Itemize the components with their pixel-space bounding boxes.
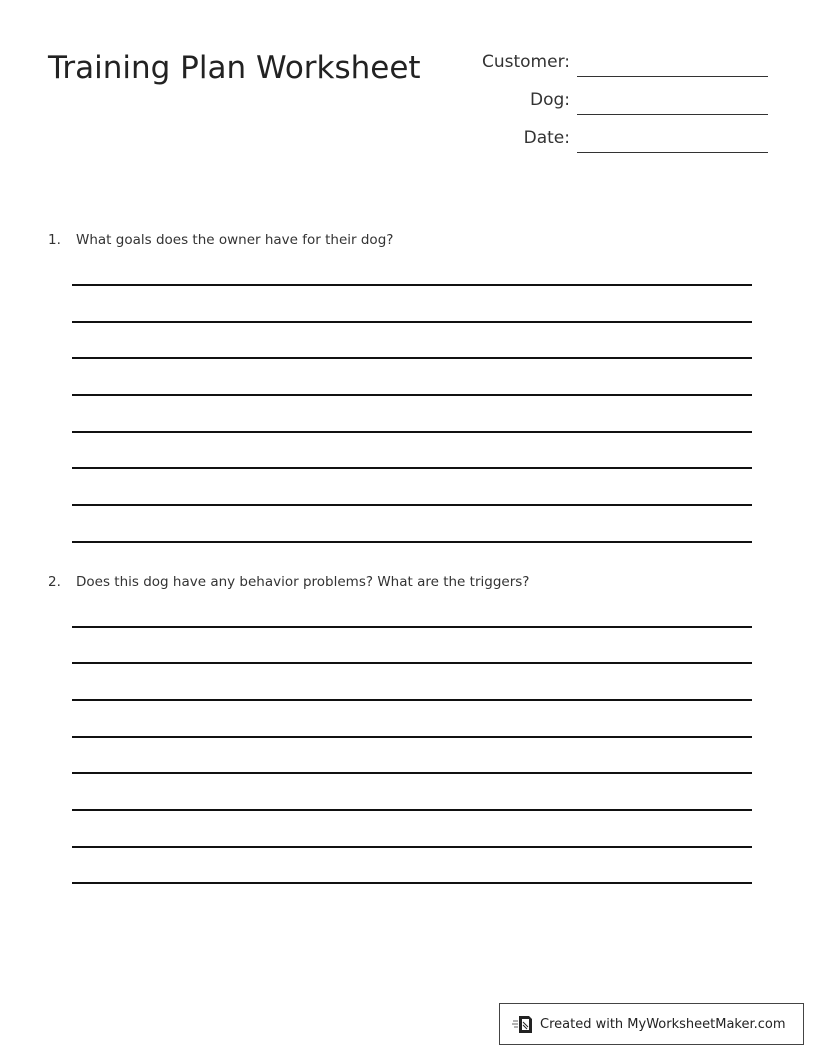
dog-label: Dog: bbox=[529, 90, 570, 110]
footer-badge[interactable] bbox=[499, 1003, 804, 1045]
question-2 bbox=[48, 574, 529, 590]
answer-line[interactable] bbox=[72, 846, 752, 848]
dog-input-line[interactable] bbox=[577, 114, 768, 115]
answer-line[interactable] bbox=[72, 662, 752, 664]
answer-line[interactable] bbox=[72, 882, 752, 884]
answer-line[interactable] bbox=[72, 431, 752, 433]
answer-line[interactable] bbox=[72, 284, 752, 286]
customer-input-line[interactable] bbox=[577, 76, 768, 77]
answer-line[interactable] bbox=[72, 626, 752, 628]
answer-line[interactable] bbox=[72, 736, 752, 738]
question-number: 2. bbox=[48, 574, 61, 590]
answer-line[interactable] bbox=[72, 541, 752, 543]
date-label: Date: bbox=[523, 128, 570, 148]
worksheet-maker-logo-icon bbox=[512, 1013, 534, 1035]
date-field[interactable] bbox=[460, 128, 570, 158]
question-text: What goals does the owner have for their dog? bbox=[76, 232, 394, 248]
answer-line[interactable] bbox=[72, 357, 752, 359]
answer-line[interactable] bbox=[72, 467, 752, 469]
date-input-line[interactable] bbox=[577, 152, 768, 153]
page-title: Training Plan Worksheet bbox=[48, 50, 421, 86]
answer-line[interactable] bbox=[72, 394, 752, 396]
dog-field[interactable] bbox=[460, 90, 570, 120]
customer-field[interactable] bbox=[460, 52, 570, 82]
answer-line[interactable] bbox=[72, 321, 752, 323]
question-number: 1. bbox=[48, 232, 61, 248]
customer-label: Customer: bbox=[481, 52, 570, 72]
question-1 bbox=[48, 232, 393, 248]
answer-line[interactable] bbox=[72, 809, 752, 811]
answer-line[interactable] bbox=[72, 772, 752, 774]
answer-line[interactable] bbox=[72, 699, 752, 701]
question-text: Does this dog have any behavior problems? What are the triggers? bbox=[76, 574, 530, 590]
answer-line[interactable] bbox=[72, 504, 752, 506]
footer-credit-link[interactable]: Created with MyWorksheetMaker.com bbox=[540, 1016, 786, 1032]
